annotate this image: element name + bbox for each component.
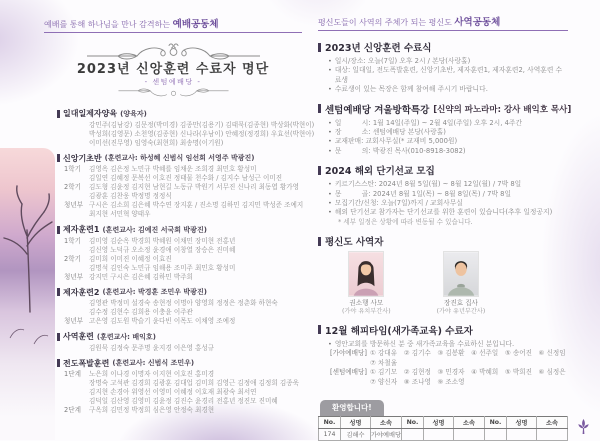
church-flower-logo-icon [576,418,591,435]
row-label [64,397,89,406]
row-label [64,379,89,388]
bullet-icon [328,66,332,85]
names-row [57,139,302,148]
bullet-item [318,137,568,146]
row-names: 노은희 이나경 이명자 이지현 이호진 홍미경 [89,370,215,378]
row-label [64,246,89,255]
row-label [64,121,89,130]
row-label [64,210,89,219]
names-row [57,237,302,246]
col-header: 소속 [454,416,485,428]
section-bar-icon [57,110,60,118]
group-line: ⑦ 양신자 ⑧ 조나영 ⑨ 조소영 [370,377,465,386]
section-bar-icon [57,226,60,234]
row-names: 김원묵 김정숙 문주명 윤지경 이은영 홍성규 [89,343,215,352]
section-title: 제자훈련1 [63,225,100,234]
row-label: 2학기 [64,183,81,191]
section-title: 2024 해외 단기선교 모집 [325,166,435,178]
row-names: 강민주(김남강) 김문정(박미경) 김종만(김용기) 김태묵(김종현) 박상화(박현이) [89,120,315,129]
page-subtitle: - 센텀예배당 - [144,78,202,86]
section-bar-icon [318,325,321,334]
bullet-text: 해외 단기선교 참가자는 단기선교를 위한 훈련이 있습니다(추후 일정공지) [334,208,553,217]
section-title: 2023년 신앙훈련 수료식 [325,43,432,54]
section-title: 전도폭발훈련 [63,358,110,368]
cell-no [485,428,507,440]
left-header-text: 예배를 통해 하나님을 만나 감격하는 [44,20,171,29]
bullet-text: 일 시: 1월 14일(주일) ~ 2월 4일(주일) 오후 2시, 4주간 [334,118,523,127]
row-label: 1학기 [64,165,81,173]
section-note: (훈련교사: 배익호) [96,332,156,341]
cell-no: 174 [319,428,341,440]
names-row [57,165,302,174]
section-head [57,108,302,119]
section-head [318,234,568,248]
col-header: No. [485,416,507,428]
bullet-text: 수료생이 있는 목장은 함께 참여해 주시기 바랍니다. [334,85,488,94]
person-role: (가야 유년부간사) [436,307,486,315]
row-label [64,192,89,201]
group-lines [370,349,566,368]
section-mission-recruit [318,163,568,227]
bullet-item [318,147,568,156]
right-header-emphasis: 사역공동체 [454,17,501,28]
names-row [57,210,302,219]
bullet-item [318,66,568,85]
section-subtitle: [신약의 파노라마: 강사 배익호 목사] [433,104,572,115]
bullet-text: 영안교회를 방문하신 분 중 새가족교육을 수료하신 분입니다. [334,339,515,348]
names-row [57,264,302,273]
bullet-text: 모집기간/신청: 오늘(7일)까지 / 교회사무실 [334,199,463,208]
bullet-icon [328,340,332,349]
portrait-photo-woman [348,251,384,297]
section-discipleship-1 [57,224,302,282]
table-row [319,428,568,440]
row-label: 2학기 [64,254,81,263]
section-title: 사역훈련 [63,332,94,341]
bullet-icon [328,208,332,217]
bullet-icon [328,199,332,208]
section-head [318,102,572,116]
names-row [57,370,302,379]
row-names: 김지현 손경아 위영선 이영미 이혜정 이호재 최광숙 최서연 [89,388,257,396]
row-names: 김미영 김순옥 박경희 박혜원 이채민 장미현 전홍년 [89,236,236,245]
row-names: 이미선(진무영) 임영숙(최현희) 최송명(이기원) [89,138,224,147]
cell-chapel [537,428,568,440]
row-names: 김명석 김인숙 노민규 임해용 조미주 최민호 황성미 [89,263,236,272]
names-row [57,129,315,139]
row-label: 1단계 [64,370,81,378]
right-header-text: 평신도들이 사역의 주체가 되는 평신도 [318,18,452,27]
row-names: 김일연 김혜정 문복선 이호진 정태물 천수화 / 김지수 남성근 이미진 [89,174,283,182]
group-lines [370,368,566,387]
names-row [57,388,302,397]
section-note: (훈련교사: 신범식 조민우) [112,359,195,367]
section-graduation-ceremony [318,40,568,95]
row-label: 2단계 [64,406,81,414]
section-bar-icon [318,104,321,113]
bullet-text: 대상: 일대일, 전도폭발훈련, 신앙기초반, 제자훈련1, 제자훈련2, 사역훈련 수료생 [334,66,563,84]
page-title: 2023년 신앙훈련 수료자 명단 [76,62,270,77]
cell-no [402,428,424,440]
section-evangelism-explosion [57,358,302,416]
ornament-bottom-icon [81,87,266,101]
welcome-tab: 환영합니다! [320,400,384,416]
right-page-header [318,14,568,28]
row-names: 김도형 김윤정 김지현 남현길 노동규 박원기 서무진 신나리 최동엽 황가영 [89,183,299,191]
group-line: ① 강대유 ② 김기수 ③ 김봉환 ④ 선주일 ⑤ 송어진 ⑥ 신정임 [370,348,566,357]
col-header: 소속 [371,416,402,428]
col-header: No. [402,416,424,428]
row-label: 청년부 [64,201,84,209]
welcome-table [318,416,568,441]
section-faith-basics [57,153,302,220]
section-winter-lecture [318,102,572,157]
row-label [64,308,89,317]
bullet-icon [328,137,332,146]
person-card [437,251,486,316]
left-page-header [44,16,302,30]
bullet-item [318,340,568,349]
row-label [64,130,89,139]
left-page [44,16,315,420]
group-line: ① 김기모 ② 김현정 ③ 민경자 ④ 박혜희 ⑤ 박희진 ⑥ 심정은 [370,368,566,377]
bullet-icon [328,85,332,94]
bullet-item [318,208,568,217]
col-header: 소속 [537,416,568,428]
person-card [342,251,391,316]
names-row [57,201,302,210]
section-note: (훈련교사: 박경훈 조민우 박광진) [102,288,207,296]
row-names: 강지민 구시은 김은혜 김하민 박주희 [89,272,193,281]
left-header-emphasis: 예배공동체 [172,19,219,30]
section-bar-icon [318,237,321,246]
col-header: 성명 [507,416,537,428]
mission-footnote: * 세부 일정은 상황에 따라 변동될 수 있습니다. [338,217,473,226]
bullet-icon [328,128,332,137]
title-block [58,40,288,101]
section-lay-ministers [318,234,568,316]
section-head [57,358,302,369]
row-names: 김덕일 김산영 김영미 김윤정 김진수 윤경리 전홍년 정진모 진미혜 [89,397,278,405]
names-row [57,120,315,130]
names-row [57,273,302,282]
cell-name [507,428,537,440]
cell-chapel: 가야예배당 [371,428,402,440]
names-row [57,299,302,308]
row-names: 김신영 노덕규 오소정 윤경애 이창열 장승은 진미혜 [89,245,236,254]
section-head [318,163,568,177]
names-row [57,344,302,353]
bullet-text: 문 의: 박광진 목사(010-8918-3082) [334,146,466,155]
section-bar-icon [57,359,60,367]
bullet-text: 교재판매: 교회사무실(* 교재비 5,000원) [334,137,458,146]
section-title: 제자훈련2 [63,287,100,297]
row-names: 김영옥 김은정 노민규 박혜를 임채운 조희경 최민호 황성미 [89,165,257,173]
bullet-item [318,180,568,189]
section-head [57,287,302,298]
section-title: 12월 해피타임(새가족교육) 수료자 [325,325,473,337]
section-ministry-training [57,331,302,353]
names-row [57,397,302,406]
group-label: [가야예배당] [330,348,367,357]
welcome-section [318,395,568,441]
section-bar-icon [57,154,60,162]
names-row [57,246,302,255]
section-bar-icon [318,166,321,175]
bullet-text: 장 소: 센텀예배당 본당(사랑홀) [334,128,446,137]
row-label [64,388,89,397]
row-names: 구옥희 김민정 박정희 심은영 안정숙 최경현 [89,406,215,414]
row-names: 김수정 김현수 김희용 이충윤 이주관 [89,308,193,316]
bullet-icon [328,147,332,156]
col-header: 성명 [341,416,371,428]
bullet-item [318,85,568,94]
bullet-icon [328,119,332,128]
lay-minister-cards [318,251,568,316]
cell-name [424,428,454,440]
section-title: 평신도 사역자 [325,237,384,249]
col-header: No. [319,416,341,428]
bullet-item [318,190,568,199]
bullet-item [318,119,568,128]
section-head [318,323,568,337]
ornament-top-icon [81,40,266,62]
names-row [57,406,302,415]
left-header-rule [44,32,302,33]
row-label [64,264,89,273]
section-bar-icon [57,333,60,341]
section-head [57,224,302,235]
section-title: 센텀예배당 겨울방학특강 [325,104,430,116]
section-note: (양육자) [120,109,147,118]
roster-sections [44,108,315,415]
row-names: 고은영 김도원 박슬기 윤다빈 이목도 이채영 조예정 [89,317,236,325]
col-header: 성명 [424,416,454,428]
chapel-group [318,368,568,387]
bullet-text: 키르기스스탄: 2024년 8월 5일(월) ~ 8월 12일(월) / 7박 8일 [334,180,522,189]
section-note: (훈련교사: 하성혜 신범식 임선희 서영주 박광진) [104,154,255,162]
row-names: 최지현 서민혁 양태우 [89,210,151,218]
bullet-icon [328,180,332,189]
row-names: 김미희 이미진 이혜정 이효진 [89,254,172,263]
right-page [318,14,572,441]
names-row [57,183,302,192]
section-head [57,331,302,342]
bullet-text: 일시/장소: 오늘(7일) 오후 2시 / 본당(사랑홀) [334,57,471,65]
row-names: 김영관 박정미 설경숙 송현정 이명아 양영희 정정은 정춘화 하현숙 [89,299,278,307]
names-row [57,192,302,201]
section-title: 신앙기초반 [63,153,102,163]
person-name: 장진효 집사 [443,299,478,308]
row-label [64,344,89,353]
names-row [57,308,302,317]
row-label: 청년부 [64,272,84,281]
section-bar-icon [318,43,321,52]
group-label: [센텀예배당] [330,368,367,377]
row-label [64,299,89,308]
row-names: 박성희(김영문) 소천영(김종현) 신나라(우남이) 안혜정(정경희) 우효선(박현아) [89,129,315,138]
row-label: 1학기 [64,236,81,245]
portrait-photo-man [443,251,479,297]
person-name: 권소행 사모 [349,299,384,308]
bullet-text: 몽 골: 2024년 8월 1일(목) ~ 8월 8일(목) / 7박 8일 [334,189,512,198]
section-note: (훈련교사: 김예진 서국희 박광진) [102,225,207,234]
section-bar-icon [57,288,60,296]
bullet-icon [328,190,332,199]
row-label [64,139,89,148]
group-line: ⑦ 차철율 [370,358,398,367]
cell-chapel [454,428,485,440]
cell-name: 김해수 [341,428,371,440]
row-names: 장명숙 고석관 김경희 김광훈 김대업 김미희 김영근 김정애 김정희 김종욱 [89,379,299,387]
names-row [57,174,302,183]
names-row [57,255,302,264]
section-title: 일대일제자양육 [63,109,118,118]
row-names: 구시은 김소희 김은혜 박수연 장지훈 / 진소명 김하민 김지민 박성준 조예지 [89,201,304,209]
row-label [64,174,89,183]
person-role: (가야 유치부간사) [342,307,391,315]
section-happy-time [318,323,568,388]
bullet-icon [328,57,332,66]
section-head [318,40,568,54]
section-discipleship-2 [57,287,302,327]
chapel-group [318,349,568,368]
section-one-to-one [57,108,315,148]
bullet-item [318,57,568,66]
names-row [57,379,302,388]
table-header-row [319,416,568,428]
row-names: 김광훈 김찬웅 박정명 정정식 [89,192,172,200]
names-row [57,317,302,326]
section-head [57,153,302,164]
row-label: 청년부 [64,317,84,325]
